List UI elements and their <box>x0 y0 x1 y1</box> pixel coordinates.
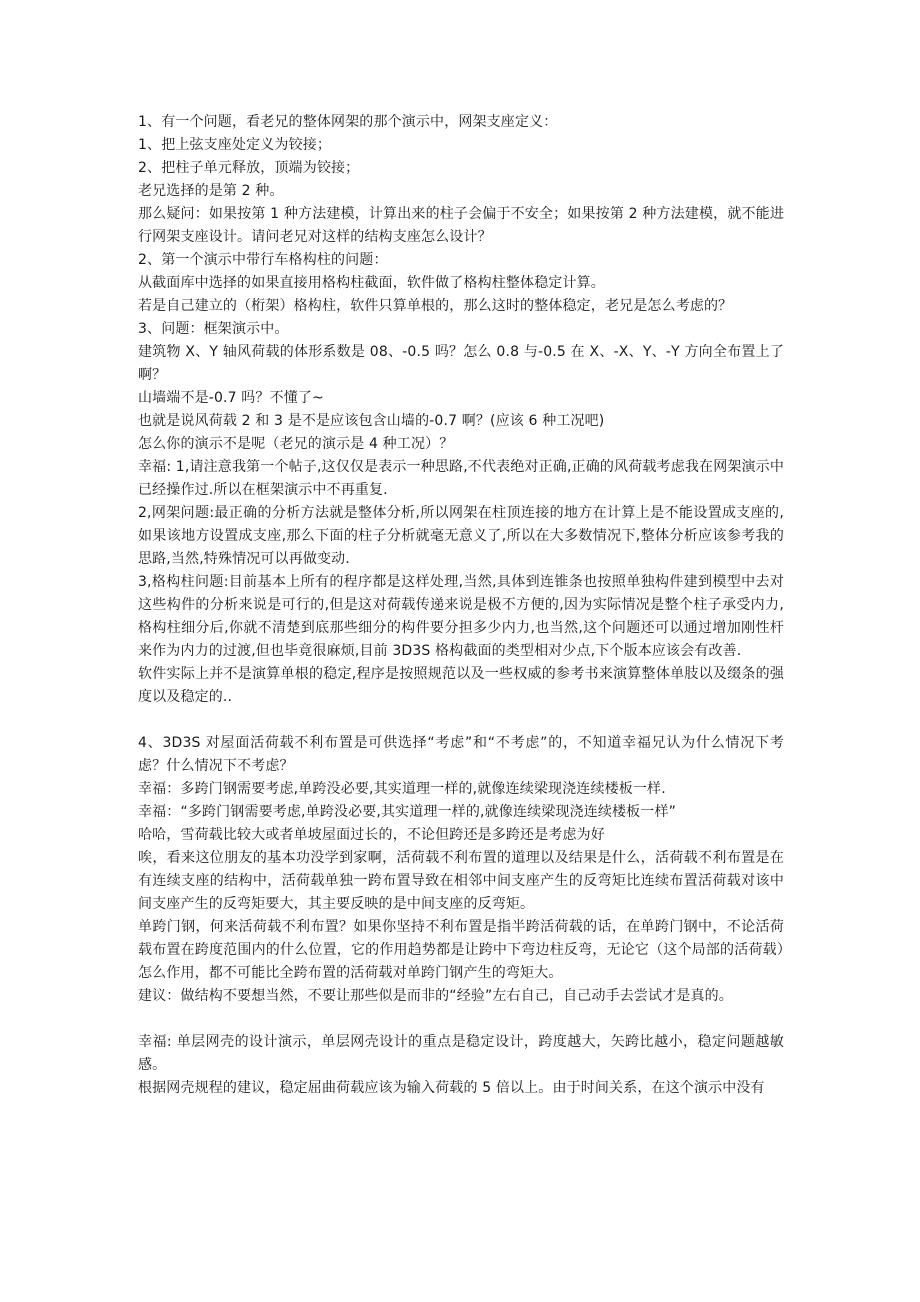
paragraph-answer-3: 3,格构柱问题:目前基本上所有的程序都是这样处理,当然,具体到连锥条也按照单独构件建到模型中去对这些构件的分析来说是可行的,但是这对荷载传递来说是极不方便的,因为实际情况是整个柱子承受内力,格构柱细分后,你就不清楚到底那些细分的构件要分担多少内力,也当然,这个问题还可以通过增加刚性杆来作为内力的过渡,但也毕竟很麻烦,目前 3D3S 格构截面的类型相对少点,下个版本应该会有改善. <box>138 574 784 659</box>
paragraph-q3-intro: 3、问题：框架演示中。 <box>138 321 289 337</box>
paragraph-q4-snow-load: 哈哈，雪荷载比较大或者单坡屋面过长的，不论但跨还是多跨还是考虑为好 <box>138 827 605 843</box>
paragraph-spacer <box>138 1008 784 1031</box>
paragraph-q1-question: 那么疑问：如果按第 1 种方法建模，计算出来的柱子会偏于不安全；如果按第 2 种方法建模，就不能进行网架支座设计。请问老兄对这样的结构支座怎么设计？ <box>138 206 784 245</box>
paragraph-shell-design: 幸福: 单层网壳的设计演示，单层网壳设计的重点是稳定设计，跨度越大，矢跨比越小，稳定问题越敏感。 <box>138 1034 784 1073</box>
paragraph-answer-software: 软件实际上并不是演算单根的稳定,程序是按照规范以及一些权威的参考书来演算整体单肢以及缀条的强度以及稳定的.. <box>138 666 784 705</box>
paragraph-q1-option-2: 2、把柱子单元释放，顶端为铰接； <box>138 160 360 176</box>
paragraph-q3-wind-coefficient: 建筑物 X、Y 轴风荷载的体形系数是 08、-0.5 吗？怎么 0.8 与-0.5 在 X、-X、Y、-Y 方向全布置上了啊？ <box>138 344 784 383</box>
paragraph-q4-explanation: 唉，看来这位朋友的基本功没学到家啊，活荷载不利布置的道理以及结果是什么，活荷载不利布置是在有连续支座的结构中，活荷载单独一跨布置导致在相邻中间支座产生的反弯矩比连续布置活荷载对该中间支座产生的反弯矩要大，其主要反映的是中间支座的反弯矩。 <box>138 850 784 912</box>
paragraph-shell-buckling: 根据网壳规程的建议，稳定屈曲荷载应该为输入荷载的 5 倍以上。由于时间关系，在这个演示中没有 <box>138 1080 765 1096</box>
paragraph-q3-gable-end: 山墙端不是-0.7 吗？不懂了~ <box>138 390 324 406</box>
paragraph-q4-reply-1: 幸福：多跨门钢需要考虑,单跨没必要,其实道理一样的,就像连续梁现浇连续楼板一样. <box>138 781 666 797</box>
paragraph-answer-1: 幸福: 1,请注意我第一个帖子,这仅仅是表示一种思路,不代表绝对正确,正确的风荷载考虑我在网架演示中已经操作过.所以在框架演示中不再重复. <box>138 459 784 498</box>
paragraph-q4-reply-quote: 幸福：“多跨门钢需要考虑,单跨没必要,其实道理一样的,就像连续梁现浇连续楼板一样” <box>138 804 677 820</box>
paragraph-answer-2: 2,网架问题:最正确的分析方法就是整体分析,所以网架在柱顶连接的地方在计算上是不能设置成支座的,如果该地方设置成支座,那么下面的柱子分析就毫无意义了,所以在大多数情况下,整体分析应该参考我的思路,当然,特殊情况可以再做变动. <box>138 505 784 567</box>
document-body <box>138 111 784 1100</box>
paragraph-q4-single-span: 单跨门钢，何来活荷载不利布置？如果你坚持不利布置是指半跨活荷载的话，在单跨门钢中，不论活荷载布置在跨度范围内的什么位置，它的作用趋势都是让跨中下弯边柱反弯，无论它（这个局部的活荷载）怎么作用，都不可能比全跨布置的活荷载对单跨门钢产生的弯矩大。 <box>138 919 784 981</box>
paragraph-q3-wind-cases: 也就是说风荷载 2 和 3 是不是应该包含山墙的-0.7 啊？(应该 6 种工况吧) <box>138 413 605 429</box>
paragraph-q4-intro: 4、3D3S 对屋面活荷载不利布置是可供选择“考虑”和“不考虑”的，不知道幸福兄认为什么情况下考虑？什么情况下不考虑？ <box>138 735 784 774</box>
paragraph-q2-intro: 2、第一个演示中带行车格构柱的问题： <box>138 252 388 268</box>
paragraph-q1-option-1: 1、把上弦支座处定义为铰接； <box>138 137 332 153</box>
paragraph-q1-intro: 1、有一个问题，看老兄的整体网架的那个演示中，网架支座定义： <box>138 114 558 130</box>
paragraph-q4-advice: 建议：做结构不要想当然，不要让那些似是而非的“经验”左右自己，自己动手去尝试才是真的。 <box>138 988 733 1004</box>
paragraph-spacer <box>138 709 784 732</box>
paragraph-q2-section-library: 从截面库中选择的如果直接用格构柱截面，软件做了格构柱整体稳定计算。 <box>138 275 605 291</box>
paragraph-q1-choice: 老兄选择的是第 2 种。 <box>138 183 284 199</box>
paragraph-q2-custom-truss: 若是自己建立的（桁架）格构柱，软件只算单根的，那么这时的整体稳定，老兄是怎么考虑的？ <box>138 298 733 314</box>
paragraph-q3-demo-cases: 怎么你的演示不是呢（老兄的演示是 4 种工况）？ <box>138 436 454 452</box>
